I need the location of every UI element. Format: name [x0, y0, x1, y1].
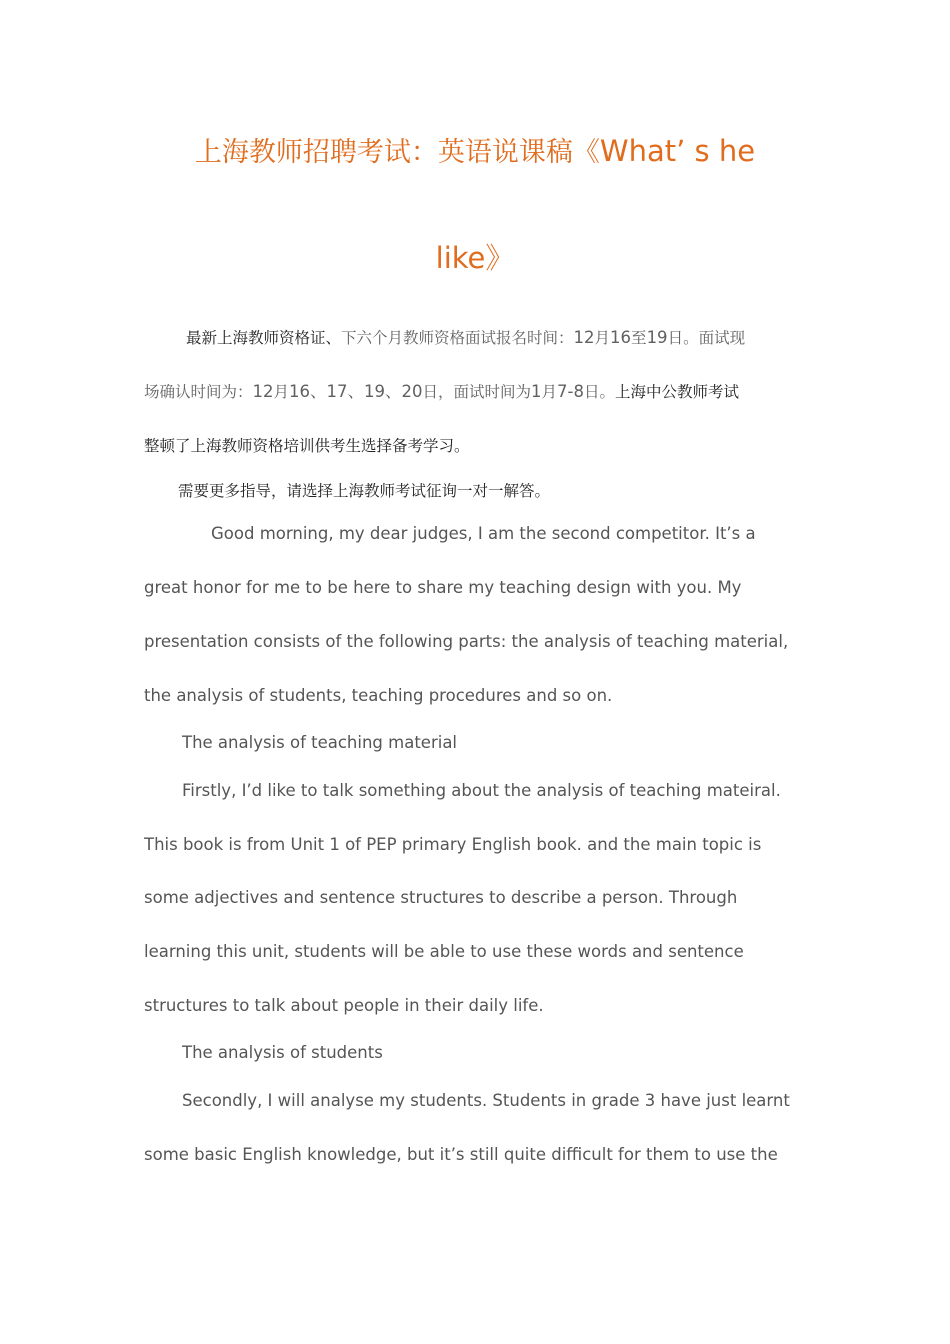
document-title-line-1: [0, 131, 950, 173]
intro-text: 场确认时间为：: [144, 383, 253, 401]
body-line: Secondly, I will analyse my students. Students in grade 3 have just learnt: [182, 1091, 790, 1110]
intro-text: 月: [594, 329, 611, 347]
body-line: presentation consists of the following parts: the analysis of teaching material,: [144, 632, 789, 651]
intro-number: 16: [610, 328, 632, 347]
intro-text: 日。面试现: [667, 329, 746, 347]
body-line: This book is from Unit 1 of PEP primary English book. and the main topic is: [144, 835, 762, 854]
body-line: some basic English knowledge, but it’s still quite difficult for them to use the: [144, 1145, 778, 1164]
intro-number: 7-8: [557, 382, 584, 401]
intro-line-3: 整顿了上海教师资格培训供考生选择备考学习。: [144, 437, 470, 455]
body-line: learning this unit, students will be able to use these words and sentence: [144, 942, 744, 961]
intro-line-2: [144, 380, 824, 404]
section-heading: The analysis of students: [182, 1043, 383, 1062]
body-line: great honor for me to be here to share my teaching design with you. My: [144, 578, 742, 597]
intro-number: 16、17、19、20: [289, 382, 423, 401]
intro-number: 1: [531, 382, 542, 401]
intro-text: 日。: [584, 383, 616, 401]
body-line: structures to talk about people in their daily life.: [144, 996, 544, 1015]
section-heading: The analysis of teaching material: [182, 733, 458, 752]
intro-number: 19: [646, 328, 668, 347]
title-chinese-part: 上海教师招聘考试：英语说课稿《: [194, 137, 600, 168]
intro-number: 12: [573, 328, 595, 347]
intro-text: 最新上海教师资格证、: [186, 329, 342, 347]
intro-line-1: [186, 326, 866, 350]
intro-text: 月: [541, 383, 558, 401]
body-line: Good morning, my dear judges, I am the second competitor. It’s a: [211, 524, 756, 543]
intro-text: 下六个月教师资格面试报名时间：: [341, 329, 574, 347]
intro-line-4: 需要更多指导，请选择上海教师考试征询一对一解答。: [178, 482, 551, 500]
body-line: Firstly, I’d like to talk something about the analysis of teaching mateiral.: [182, 781, 781, 800]
title-line-2-text: like》: [435, 241, 515, 275]
intro-text: 月: [273, 383, 290, 401]
body-line: the analysis of students, teaching procedures and so on.: [144, 686, 613, 705]
body-line: some adjectives and sentence structures to describe a person. Through: [144, 888, 738, 907]
intro-text: 日，面试时间为: [422, 383, 532, 401]
intro-number: 12: [252, 382, 274, 401]
title-english-part: What’ s he: [599, 134, 756, 168]
document-title-line-2: [0, 238, 950, 278]
intro-text: 上海中公教师考试: [615, 383, 740, 401]
intro-text: 至: [631, 329, 647, 347]
